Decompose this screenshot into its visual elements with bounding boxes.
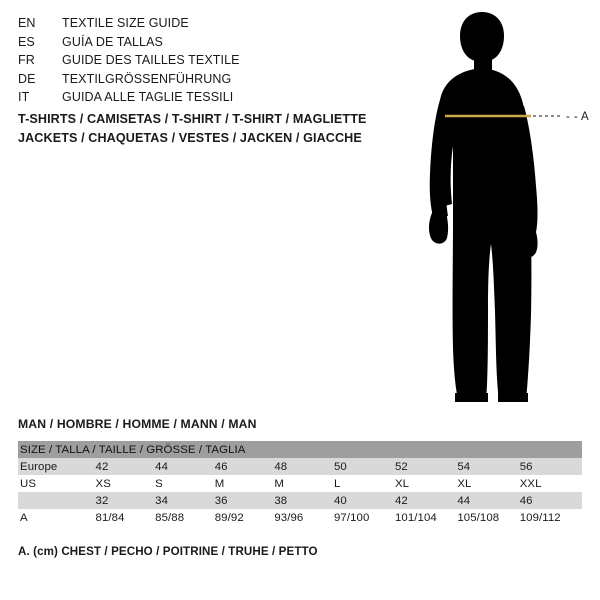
language-row [18,51,358,70]
table-cell: XS [96,475,156,492]
table-row [18,492,582,509]
table-cell: 32 [96,492,156,509]
table-cell: L [334,475,395,492]
table-cell: 42 [96,458,156,475]
table-cell: 85/88 [155,509,215,526]
language-code: FR [18,53,35,67]
language-code: EN [18,16,36,30]
table-header-row [18,441,582,458]
table-cell: 42 [395,492,457,509]
table-cell: 40 [334,492,395,509]
table-cell: 46 [215,458,275,475]
row-label: US [18,475,96,492]
language-text: TEXTILE SIZE GUIDE [62,16,189,30]
language-row [18,33,358,52]
row-label: A [18,509,96,526]
language-row [18,70,358,89]
table-cell: 56 [520,458,582,475]
category-list [18,110,418,148]
table-header-label: SIZE / TALLA / TAILLE / GRÖSSE / TAGLIA [18,441,582,458]
table-row [18,509,582,526]
table-cell: M [274,475,334,492]
language-row [18,14,358,33]
language-text: GUIDE DES TAILLES TEXTILE [62,53,240,67]
table-footnote: A. (cm) CHEST / PECHO / POITRINE / TRUHE / PETTO [18,545,318,558]
language-text: GUIDA ALLE TAGLIE TESSILI [62,90,234,104]
table-cell: 34 [155,492,215,509]
table-cell: 109/112 [520,509,582,526]
language-list [18,14,358,107]
table-cell: 105/108 [457,509,519,526]
table-cell: XL [457,475,519,492]
table-cell: 101/104 [395,509,457,526]
table-cell: 54 [457,458,519,475]
category-tshirts: T-SHIRTS / CAMISETAS / T-SHIRT / T-SHIRT / MAGLIETTE [18,112,367,126]
language-text: TEXTILGRÖSSENFÜHRUNG [62,71,232,86]
table-cell: XXL [520,475,582,492]
size-table [18,441,582,526]
table-cell: 46 [520,492,582,509]
language-code: ES [18,34,35,49]
table-row [18,475,582,492]
language-text: GUÍA DE TALLAS [62,34,163,49]
category-jackets: JACKETS / CHAQUETAS / VESTES / JACKEN / GIACCHE [18,131,362,145]
table-cell: 38 [274,492,334,509]
table-cell: 44 [155,458,215,475]
table-cell: S [155,475,215,492]
table-cell: 97/100 [334,509,395,526]
table-row [18,458,582,475]
table-cell: 52 [395,458,457,475]
language-code: DE [18,71,36,86]
table-cell: 89/92 [215,509,275,526]
table-cell: 44 [457,492,519,509]
table-cell: 81/84 [96,509,156,526]
body-figure [400,8,600,408]
row-label [18,492,96,509]
table-group-title: MAN / HOMBRE / HOMME / MANN / MAN [18,417,257,431]
language-row [18,88,358,107]
table-cell: XL [395,475,457,492]
row-label: Europe [18,458,96,475]
table-cell: 36 [215,492,275,509]
table-cell: 50 [334,458,395,475]
language-code: IT [18,90,30,104]
table-cell: 93/96 [274,509,334,526]
male-silhouette-icon [400,8,600,408]
table-cell: 48 [274,458,334,475]
measure-label-a: - - A [566,111,590,123]
table-cell: M [215,475,275,492]
